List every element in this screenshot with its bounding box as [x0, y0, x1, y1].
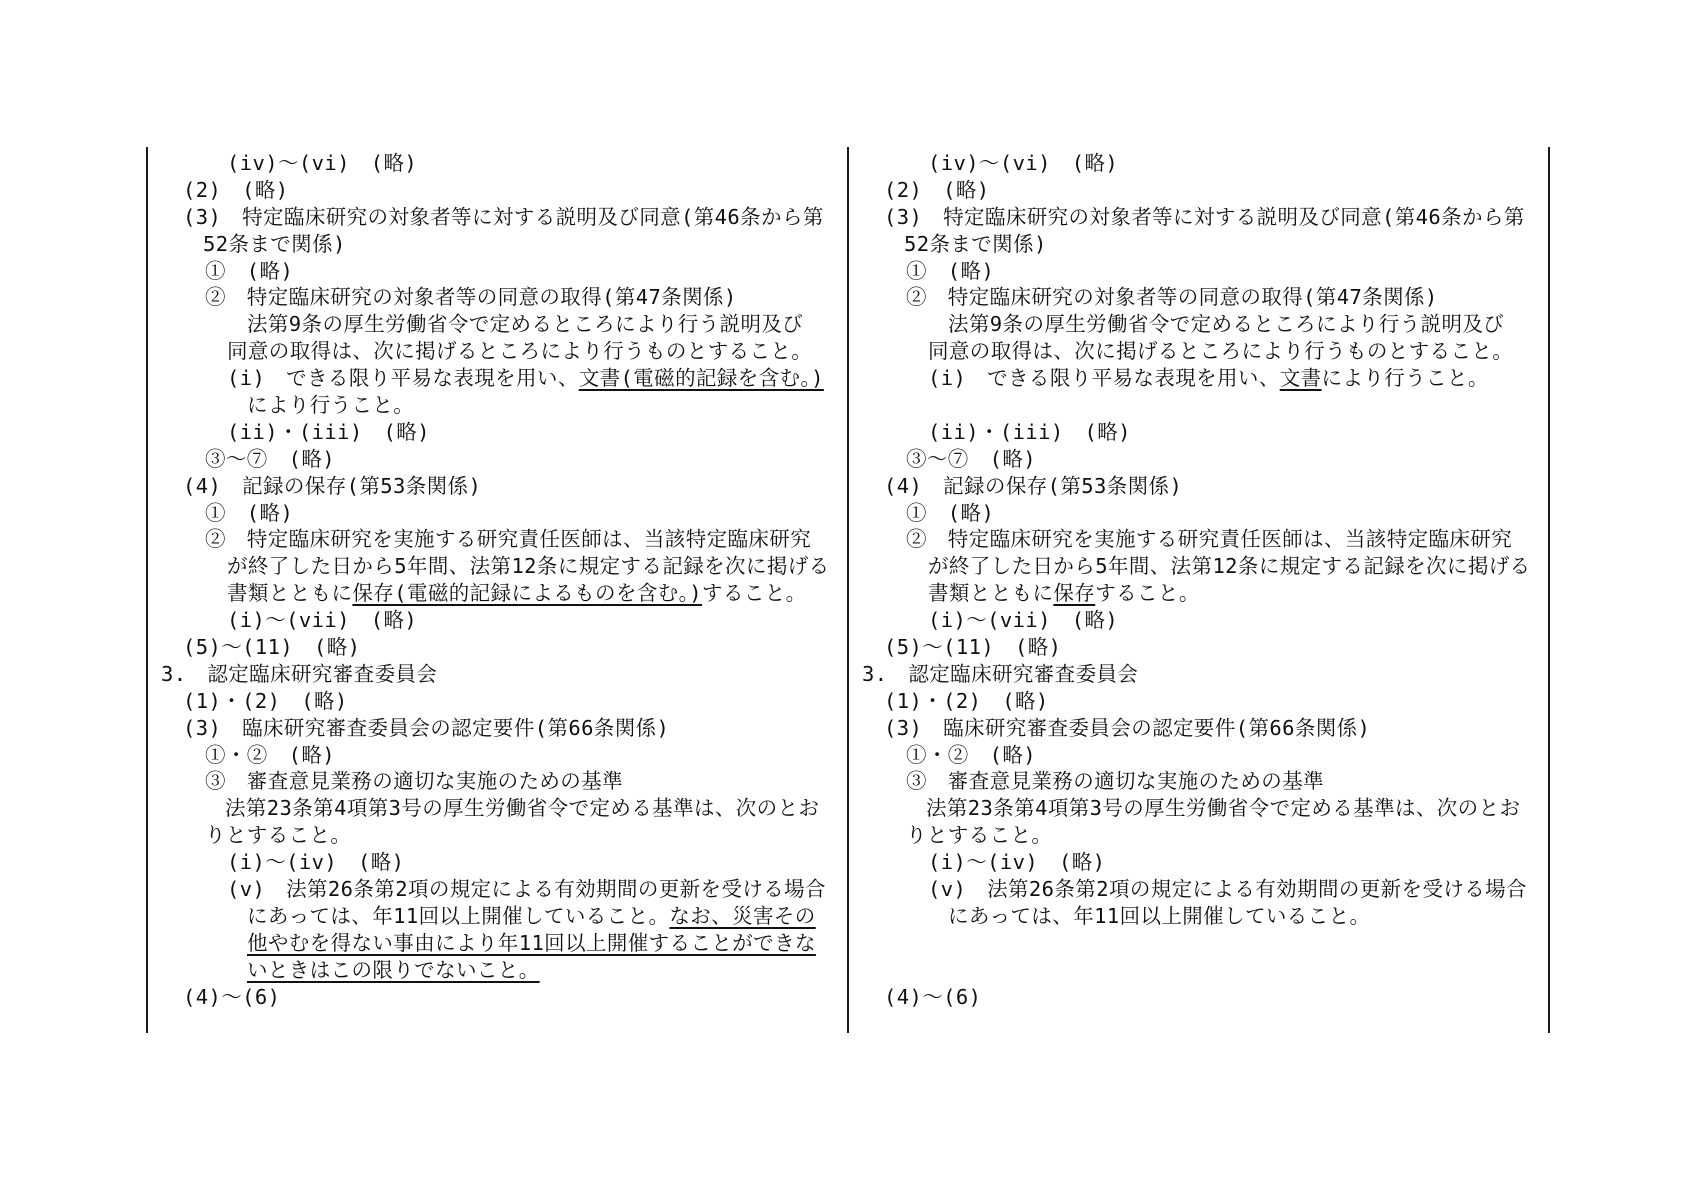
document-line — [147, 957, 827, 984]
line-text: 52条まで関係) — [203, 231, 346, 256]
line-text: ③～⑦ (略) — [906, 446, 1036, 471]
document-line — [147, 365, 827, 392]
line-text: 3. 認定臨床研究審査委員会 — [161, 661, 438, 686]
document-line — [147, 150, 827, 177]
revised-text-column — [147, 150, 830, 1011]
document-line — [848, 822, 1528, 849]
line-text: (i)～(iv) (略) — [928, 850, 1106, 875]
line-text: 書類とともに — [928, 581, 1054, 606]
line-text: 法第23条第4項第3号の厚生労働省令で定める基準は、次のとお — [225, 796, 820, 821]
line-text: ① (略) — [906, 258, 995, 283]
document-line — [848, 742, 1528, 769]
current-text-column — [848, 150, 1531, 1011]
amended-text: いときはこの限りでないこと。 — [247, 957, 540, 982]
document-line — [848, 258, 1528, 285]
document-line — [147, 768, 827, 795]
document-line — [147, 204, 827, 231]
right-border — [1548, 147, 1550, 1033]
amended-text: 文書(電磁的記録を含む。) — [578, 366, 824, 391]
document-line — [848, 984, 1528, 1011]
line-text: (4) 記録の保存(第53条関係) — [884, 473, 1183, 498]
document-line — [147, 661, 827, 688]
document-line — [147, 446, 827, 473]
document-line — [848, 204, 1528, 231]
line-text: (2) (略) — [884, 177, 990, 202]
document-line — [848, 688, 1528, 715]
line-text: (ii)・(iii) (略) — [227, 419, 430, 444]
line-text: (4)～(6) — [884, 984, 982, 1009]
document-line — [147, 580, 827, 607]
document-line — [848, 419, 1528, 446]
line-text: 3. 認定臨床研究審査委員会 — [862, 661, 1139, 686]
line-text: により行うこと。 — [247, 393, 415, 418]
line-text: (5)～(11) (略) — [183, 635, 361, 660]
line-text: ① (略) — [906, 500, 995, 525]
line-text: (2) (略) — [183, 177, 289, 202]
line-text: (ii)・(iii) (略) — [928, 419, 1131, 444]
document-line — [147, 634, 827, 661]
line-text: (4) 記録の保存(第53条関係) — [183, 473, 482, 498]
document-line — [848, 473, 1528, 500]
line-text: (i) できる限り平易な表現を用い、 — [227, 366, 579, 391]
amended-text: 文書 — [1279, 366, 1322, 391]
line-text: ② 特定臨床研究の対象者等の同意の取得(第47条関係) — [205, 285, 737, 310]
document-line — [147, 177, 827, 204]
line-text: ② 特定臨床研究を実施する研究責任医師は、当該特定臨床研究 — [205, 527, 812, 552]
document-line — [848, 177, 1528, 204]
line-text: ①・② (略) — [205, 742, 335, 767]
line-text: (3) 特定臨床研究の対象者等に対する説明及び同意(第46条から第 — [183, 204, 824, 229]
line-text: すること。 — [702, 581, 807, 606]
line-text: ① (略) — [205, 500, 294, 525]
line-text: が終了した日から5年間、法第12条に規定する記録を次に掲げる — [928, 554, 1531, 579]
line-text: 52条まで関係) — [904, 231, 1047, 256]
document-line — [848, 607, 1528, 634]
document-line — [147, 553, 830, 580]
document-line — [147, 473, 827, 500]
line-text: ③～⑦ (略) — [205, 446, 335, 471]
line-text: (i)～(vii) (略) — [928, 608, 1119, 633]
document-line — [147, 876, 827, 903]
document-line — [848, 500, 1528, 527]
document-line — [147, 984, 827, 1011]
document-line — [147, 231, 827, 258]
document-line — [848, 150, 1528, 177]
amended-text: 保存(電磁的記録によるものを含む。) — [352, 581, 703, 606]
line-text: (i)～(vii) (略) — [227, 608, 418, 633]
amended-text: なお、災害その — [669, 903, 816, 928]
document-line — [848, 634, 1528, 661]
line-text: にあっては、年11回以上開催していること。 — [247, 903, 670, 928]
line-text: (v) 法第26条第2項の規定による有効期間の更新を受ける場合 — [227, 877, 826, 902]
line-text: ①・② (略) — [906, 742, 1036, 767]
line-text: (1)・(2) (略) — [884, 688, 1049, 713]
document-line — [147, 795, 827, 822]
line-text: (i)～(iv) (略) — [227, 850, 405, 875]
document-line — [848, 338, 1528, 365]
line-text: が終了した日から5年間、法第12条に規定する記録を次に掲げる — [227, 554, 830, 579]
line-text: 法第23条第4項第3号の厚生労働省令で定める基準は、次のとお — [926, 796, 1521, 821]
document-line — [147, 688, 827, 715]
line-text: すること。 — [1095, 581, 1200, 606]
line-text: 同意の取得は、次に掲げるところにより行うものとすること。 — [227, 339, 813, 364]
line-text: 法第9条の厚生労働省令で定めるところにより行う説明及び — [247, 312, 804, 337]
document-line — [848, 580, 1528, 607]
line-text: ② 特定臨床研究を実施する研究責任医師は、当該特定臨床研究 — [906, 527, 1513, 552]
line-text: ① (略) — [205, 258, 294, 283]
document-line — [848, 715, 1528, 742]
amended-text: 他やむを得ない事由により年11回以上開催することができな — [247, 930, 816, 955]
document-line — [848, 284, 1528, 311]
line-text: (3) 特定臨床研究の対象者等に対する説明及び同意(第46条から第 — [884, 204, 1525, 229]
document-line — [147, 338, 827, 365]
document-line — [147, 392, 827, 419]
document-line — [147, 258, 827, 285]
document-line — [147, 526, 827, 553]
document-line — [848, 768, 1528, 795]
line-text: にあっては、年11回以上開催していること。 — [948, 903, 1371, 928]
line-text: により行うこと。 — [1321, 366, 1489, 391]
amended-text: 保存 — [1053, 581, 1096, 606]
line-text: (3) 臨床研究審査委員会の認定要件(第66条関係) — [884, 715, 1371, 740]
line-text: 書類とともに — [227, 581, 353, 606]
document-line — [147, 284, 827, 311]
document-line — [147, 715, 827, 742]
document-line — [848, 903, 1528, 930]
line-text: (v) 法第26条第2項の規定による有効期間の更新を受ける場合 — [928, 877, 1527, 902]
line-text: (4)～(6) — [183, 984, 281, 1009]
line-text: (1)・(2) (略) — [183, 688, 348, 713]
line-text: ③ 審査意見業務の適切な実施のための基準 — [906, 769, 1324, 794]
document-line — [848, 231, 1528, 258]
document-line — [147, 742, 827, 769]
document-line — [848, 365, 1528, 392]
document-line — [848, 392, 1528, 419]
line-text: (3) 臨床研究審査委員会の認定要件(第66条関係) — [183, 715, 670, 740]
document-line — [147, 607, 827, 634]
document-line — [848, 957, 1528, 984]
document-line — [848, 849, 1528, 876]
line-text: (i) できる限り平易な表現を用い、 — [928, 366, 1280, 391]
line-text: (iv)～(vi) (略) — [227, 151, 418, 175]
document-line — [848, 876, 1528, 903]
document-line — [147, 311, 827, 338]
line-text: ③ 審査意見業務の適切な実施のための基準 — [205, 769, 623, 794]
document-line — [147, 849, 827, 876]
document-line — [848, 311, 1528, 338]
document-line — [848, 795, 1528, 822]
line-text: (iv)～(vi) (略) — [928, 151, 1119, 175]
document-line — [147, 419, 827, 446]
line-text: りとすること。 — [906, 823, 1053, 848]
document-line — [848, 930, 1528, 957]
line-text: 同意の取得は、次に掲げるところにより行うものとすること。 — [928, 339, 1514, 364]
document-line — [848, 526, 1528, 553]
document-line — [848, 661, 1528, 688]
line-text: (5)～(11) (略) — [884, 635, 1062, 660]
document-line — [848, 446, 1528, 473]
line-text: 法第9条の厚生労働省令で定めるところにより行う説明及び — [948, 312, 1505, 337]
line-text: ② 特定臨床研究の対象者等の同意の取得(第47条関係) — [906, 285, 1438, 310]
line-text: りとすること。 — [205, 823, 352, 848]
document-line — [147, 500, 827, 527]
document-line — [147, 903, 827, 930]
document-line — [147, 930, 827, 957]
document-line — [147, 822, 827, 849]
document-line — [848, 553, 1531, 580]
